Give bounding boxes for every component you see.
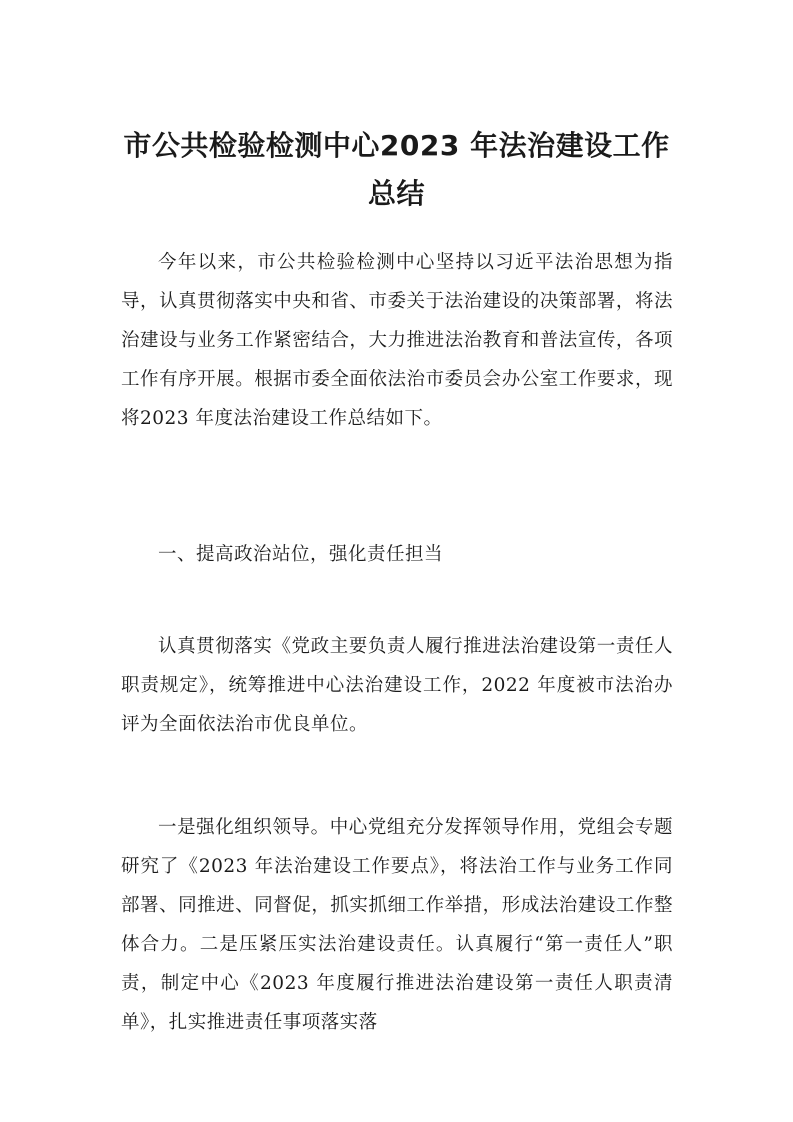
intro-paragraph: 今年以来，市公共检验检测中心坚持以习近平法治思想为指导，认真贯彻落实中央和省、市委关于法治建设的决策部署，将法治建设与业务工作紧密结合，大力推进法治教育和普法宣传，各项工作有序开展。根据市委全面依法治市委员会办公室工作要求，现将2023 年度法治建设工作总结如下。: [121, 252, 673, 429]
section-1-paragraph-2: 一是强化组织领导。中心党组充分发挥领导作用，党组会专题研究了《2023 年法治建设工作要点》，将法治工作与业务工作同部署、同推进、同督促，抓实抓细工作举措，形成法治建设工作整体合力。二是压紧压实法治建设责任。认真履行“第一责任人”职责，制定中心《2023 年度履行推进法治建设第一责任人职责清单》，扎实推进责任事项落实落: [121, 817, 673, 1033]
section-heading-1: 一、提高政治站位，强化责任担当: [158, 544, 444, 565]
section-1-paragraph-1: 认真贯彻落实《党政主要负责人履行推进法治建设第一责任人职责规定》，统筹推进中心法治建设工作，2022 年度被市法治办评为全面依法治市优良单位。: [121, 636, 673, 735]
document-title-line-2: 总结: [367, 177, 425, 210]
document-title-line-1: 市公共检验检测中心2023 年法治建设工作: [123, 129, 670, 162]
